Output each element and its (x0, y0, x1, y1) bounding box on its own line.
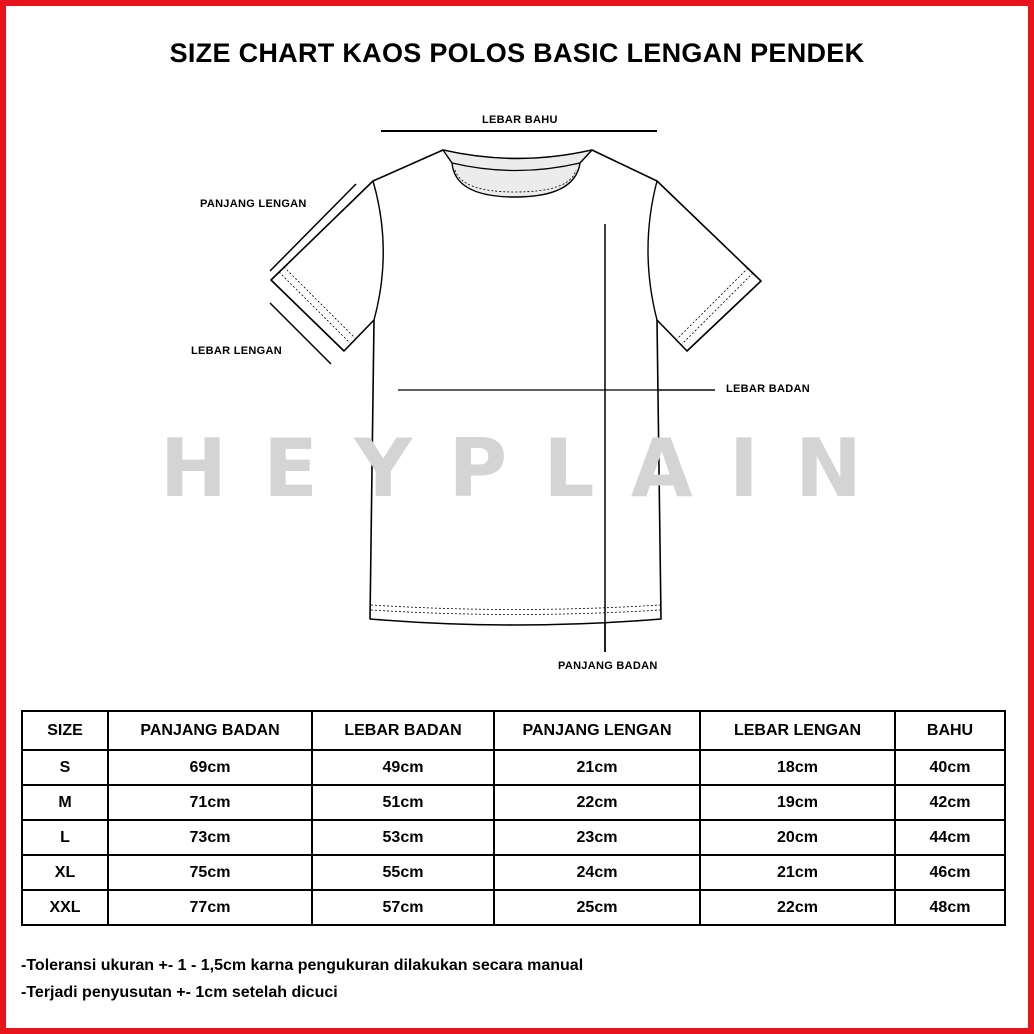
table-cell: 55cm (312, 855, 494, 890)
table-row (22, 855, 1005, 890)
table-cell: 71cm (108, 785, 312, 820)
watermark-letter: P (448, 422, 508, 515)
watermark-letter: I (728, 422, 759, 515)
table-cell: M (22, 785, 108, 820)
header-bahu: BAHU (895, 711, 1005, 750)
note-toleransi: -Toleransi ukuran +- 1 - 1,5cm karna pengukuran dilakukan secara manual (21, 957, 584, 974)
table-cell: 22cm (700, 890, 895, 925)
heyplain-watermark (160, 424, 862, 514)
table-cell: 42cm (895, 785, 1005, 820)
table-cell: 25cm (494, 890, 700, 925)
tshirt-outline (271, 150, 761, 625)
table-cell: 53cm (312, 820, 494, 855)
table-cell: 20cm (700, 820, 895, 855)
table-cell: 19cm (700, 785, 895, 820)
header-lebar-lengan: LEBAR LENGAN (700, 711, 895, 750)
watermark-letter: E (263, 422, 318, 515)
label-panjang-badan: PANJANG BADAN (558, 660, 658, 672)
table-cell: 77cm (108, 890, 312, 925)
table-row (22, 890, 1005, 925)
watermark-letter: N (795, 422, 862, 515)
table-cell: XL (22, 855, 108, 890)
table-cell: 69cm (108, 750, 312, 785)
table-cell: 57cm (312, 890, 494, 925)
watermark-letter: L (543, 422, 595, 515)
table-row (22, 820, 1005, 855)
table-cell: 73cm (108, 820, 312, 855)
table-cell: 24cm (494, 855, 700, 890)
header-size: SIZE (22, 711, 108, 750)
table-cell: 21cm (494, 750, 700, 785)
watermark-letter: H (160, 422, 227, 515)
table-cell: S (22, 750, 108, 785)
watermark-letter: Y (354, 422, 413, 515)
header-panjang-badan: PANJANG BADAN (108, 711, 312, 750)
header-lebar-badan: LEBAR BADAN (312, 711, 494, 750)
table-cell: L (22, 820, 108, 855)
label-lebar-bahu: LEBAR BAHU (482, 114, 558, 126)
table-cell: 23cm (494, 820, 700, 855)
table-cell: 44cm (895, 820, 1005, 855)
label-lebar-badan: LEBAR BADAN (726, 383, 810, 395)
page-title: SIZE CHART KAOS POLOS BASIC LENGAN PENDEK (169, 38, 865, 68)
table-cell: 21cm (700, 855, 895, 890)
header-panjang-lengan: PANJANG LENGAN (494, 711, 700, 750)
label-panjang-lengan: PANJANG LENGAN (200, 198, 307, 210)
table-cell: 48cm (895, 890, 1005, 925)
table-header-row (22, 711, 1005, 750)
table-cell: 40cm (895, 750, 1005, 785)
table-cell: 46cm (895, 855, 1005, 890)
table-cell: 75cm (108, 855, 312, 890)
watermark-letter: A (630, 422, 693, 515)
size-table (21, 710, 1006, 926)
table-cell: XXL (22, 890, 108, 925)
note-penyusutan: -Terjadi penyusutan +- 1cm setelah dicuci (21, 984, 338, 1001)
label-lebar-lengan: LEBAR LENGAN (191, 345, 282, 357)
table-cell: 22cm (494, 785, 700, 820)
table-row (22, 785, 1005, 820)
table-cell: 49cm (312, 750, 494, 785)
table-cell: 51cm (312, 785, 494, 820)
table-cell: 18cm (700, 750, 895, 785)
table-row (22, 750, 1005, 785)
